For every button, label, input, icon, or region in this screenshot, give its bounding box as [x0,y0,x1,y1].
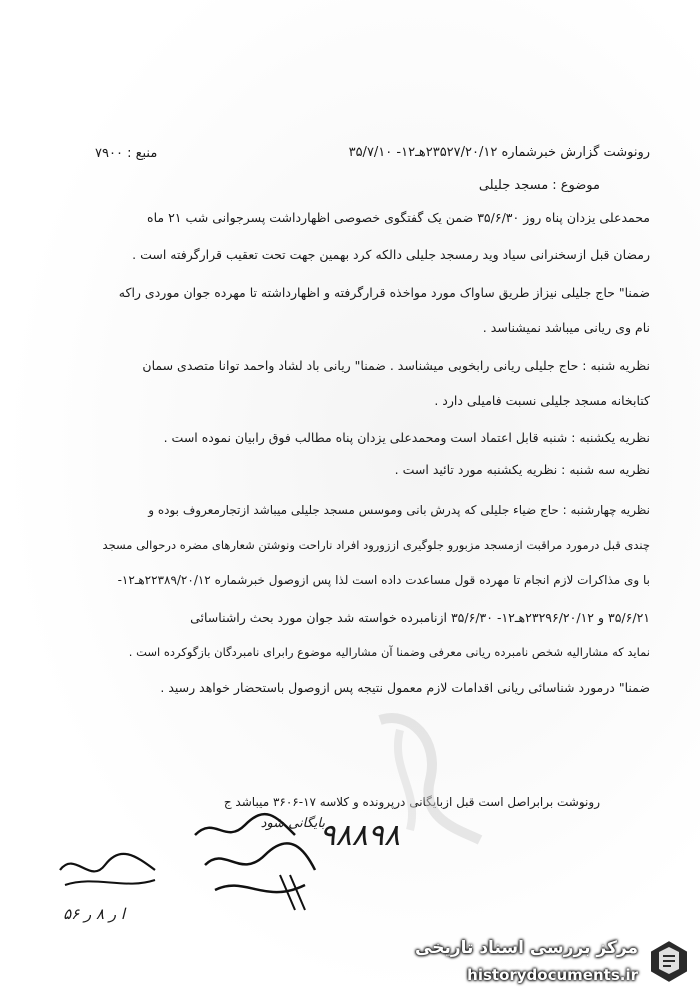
body-line-14: ضمنا" درمورد شناسائی ریانی اقدامات لازم معمول نتیجه پس ازوصول باستحضار خواهد رسید . [160,680,650,695]
body-line-13: نماید که مشارالیه شخص نامبرده ریانی معرفی وضمنا آن مشارالیه موضوع رابرای نامبردگان بازگوکرده است . [128,645,650,659]
handwritten-numbers: ۹۸۸۹۸ [319,818,400,853]
handwritten-note: بایگانی شود [260,816,325,831]
subject-line: موضوع : مسجد جلیلی [478,178,600,193]
left-signature [55,845,165,895]
left-note: ا ر ۸ ر ۵۶ [63,905,125,923]
body-line-2: رمضان قبل ازسخنرانی سیاد وید رمسجد جلیلی دالکه کرد بهمین جهت تحت تعقیب قرارگرفته است . [132,247,650,262]
watermark-title: مرکز بررسی اسناد تاریخی [415,938,638,958]
body-line-11: با وی مذاکرات لازم انجام تا مهرده قول مساعدت داده است لذا پس ازوصول خبرشماره ۲۲۳۸۹/۲۰/۱۲هـ۱۲- [117,573,650,587]
footer-line: رونوشت برابراصل است قبل ازبایگانی درپرونده و کلاسه ۱۷-۳۶۰۶ میباشد ج [223,795,600,809]
watermark-url: historydocuments.ir [467,966,638,984]
body-line-4: نام وی ریانی میباشد نمیشناسد . [482,320,650,335]
body-line-7: نظریه یکشنبه : شنبه قابل اعتماد است ومحمدعلی یزدان پناه مطالب فوق رابیان نموده است . [163,430,650,445]
body-line-1: محمدعلی یزدان پناه روز ۳۵/۶/۳۰ ضمن یک گفتگوی خصوصی اظهارداشت پسرجوانی شب ۲۱ ماه [147,210,650,225]
source-label: منبع : ۷۹۰۰ [95,146,158,161]
body-line-5: نظریه شنبه : حاج جلیلی ریانی رابخوبی میشناسد . ضمنا" ریانی باد لشاد واحمد توانا متصدی سمان [142,358,650,373]
body-line-6: کتابخانه مسجد جلیلی نسبت فامیلی دارد . [434,393,650,408]
body-line-12: ۳۵/۶/۲۱ و ۲۳۲۹۶/۲۰/۱۲هـ۱۲- ۳۵/۶/۳۰ ازنامبرده خواسته شد جوان مورد بحث راشناسائی [190,610,650,625]
body-line-3: ضمنا" حاج جلیلی نیزاز طریق ساواک مورد مواخذه قرارگرفته و اظهارداشته تا مهرده جوان موردی راکه [118,285,650,300]
watermark [410,930,700,1001]
body-line-8: نظریه سه شنبه : نظریه یکشنبه مورد تائید است . [394,462,650,477]
report-header: رونوشت گزارش خبرشماره ۲۳۵۲۷/۲۰/۱۲هـ۱۲- ۳۵/۷/۱۰ [348,145,650,160]
archive-logo-icon [644,936,694,986]
body-line-10: چندی قبل درمورد مراقبت ازمسجد مزبورو جلوگیری اززورود افراد ناراحت ونوشتن شعارهای مضره درحوالی مسجد [102,538,650,552]
body-line-9: نظریه چهارشنبه : حاج ضیاء جلیلی که پدرش بانی وموسس مسجد جلیلی میباشد ازتجارمعروف بوده و [148,503,650,517]
